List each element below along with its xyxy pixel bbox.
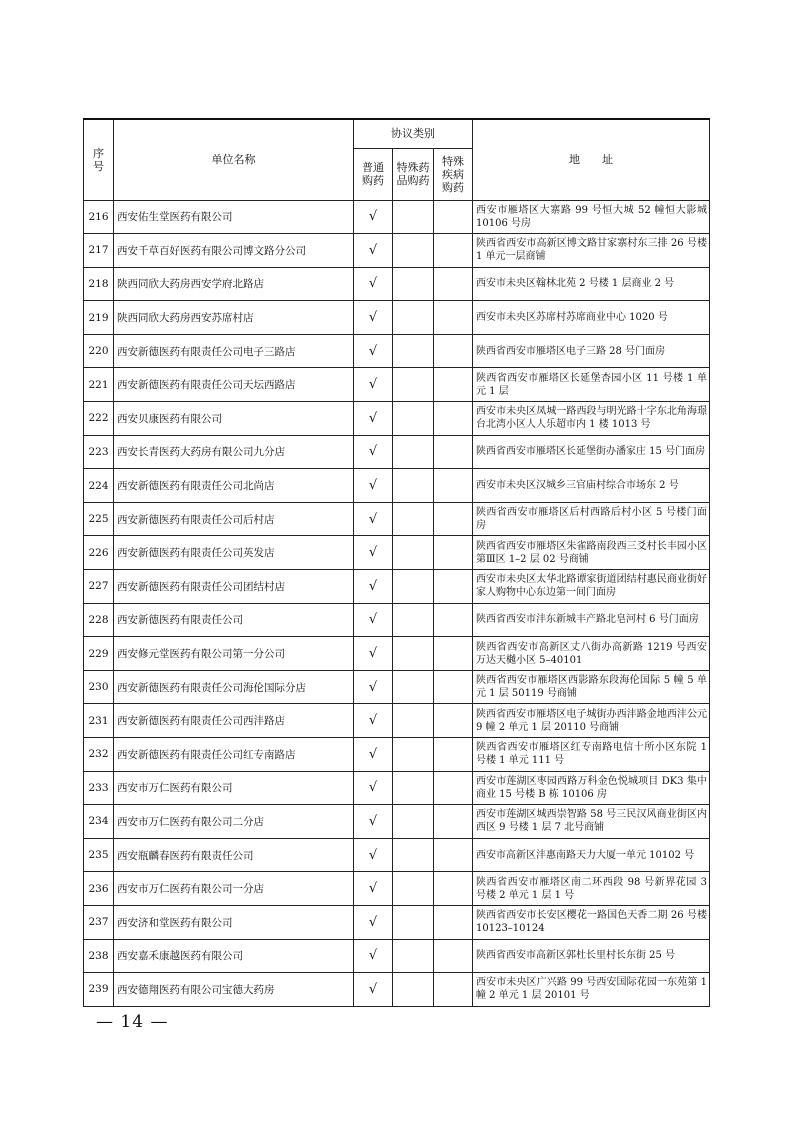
table-row xyxy=(84,771,710,805)
special-disease-check xyxy=(434,301,473,335)
special-disease-check xyxy=(434,368,473,402)
address: 陕西省西安市高新区郭杜长里村长东街 25 号 xyxy=(473,939,710,973)
special-drug-check xyxy=(393,469,434,503)
address: 陕西省西安市高新区博文路甘家寨村东三排 26 号楼 1 单元一层商铺 xyxy=(473,234,710,268)
address: 西安市未央区广兴路 99 号西安国际花园一东苑第 1 幢 2 单元 1 层 20101 号 xyxy=(473,973,710,1007)
unit-name: 西安新德医药有限责任公司 xyxy=(114,603,354,637)
header-name: 单位名称 xyxy=(114,119,354,200)
special-disease-check xyxy=(434,267,473,301)
special-drug-check xyxy=(393,301,434,335)
special-drug-check xyxy=(393,435,434,469)
unit-name: 西安新德医药有限责任公司北尚店 xyxy=(114,469,354,503)
row-number: 229 xyxy=(84,637,114,671)
special-drug-check xyxy=(393,267,434,301)
special-drug-check xyxy=(393,939,434,973)
special-drug-check xyxy=(393,704,434,738)
row-number: 223 xyxy=(84,435,114,469)
header-cat-special-drug: 特殊药品购药 xyxy=(393,148,434,200)
general-purchase-check: √ xyxy=(354,771,393,805)
table-row xyxy=(84,402,710,436)
table-row xyxy=(84,502,710,536)
special-disease-check xyxy=(434,200,473,234)
row-number: 234 xyxy=(84,805,114,839)
special-disease-check xyxy=(434,939,473,973)
table-row xyxy=(84,234,710,268)
row-number: 222 xyxy=(84,402,114,436)
general-purchase-check: √ xyxy=(354,637,393,671)
header-category: 协议类别 xyxy=(354,119,473,148)
address: 西安市高新区沣惠南路天力大厦一单元 10102 号 xyxy=(473,838,710,872)
table-row xyxy=(84,738,710,772)
table-row xyxy=(84,368,710,402)
unit-name: 西安嘉禾康越医药有限公司 xyxy=(114,939,354,973)
special-disease-check xyxy=(434,738,473,772)
special-disease-check xyxy=(434,234,473,268)
general-purchase-check: √ xyxy=(354,939,393,973)
general-purchase-check: √ xyxy=(354,838,393,872)
address: 西安市未央区汉城乡三官庙村综合市场东 2 号 xyxy=(473,469,710,503)
table-row xyxy=(84,603,710,637)
general-purchase-check: √ xyxy=(354,301,393,335)
table-row xyxy=(84,200,710,234)
special-drug-check xyxy=(393,603,434,637)
row-number: 238 xyxy=(84,939,114,973)
general-purchase-check: √ xyxy=(354,234,393,268)
unit-name: 西安市万仁医药有限公司二分店 xyxy=(114,805,354,839)
general-purchase-check: √ xyxy=(354,368,393,402)
special-drug-check xyxy=(393,536,434,570)
general-purchase-check: √ xyxy=(354,738,393,772)
unit-name: 西安长青医药大药房有限公司九分店 xyxy=(114,435,354,469)
unit-name: 西安新德医药有限责任公司团结村店 xyxy=(114,570,354,604)
general-purchase-check: √ xyxy=(354,872,393,906)
address: 陕西省西安市雁塔区西影路东段海伦国际 5 幢 5 单元 1 层 50119 号商铺 xyxy=(473,670,710,704)
row-number: 235 xyxy=(84,838,114,872)
unit-name: 西安市万仁医药有限公司一分店 xyxy=(114,872,354,906)
address: 陕西省西安市雁塔区电子三路 28 号门面房 xyxy=(473,334,710,368)
row-number: 217 xyxy=(84,234,114,268)
row-number: 216 xyxy=(84,200,114,234)
special-disease-check xyxy=(434,805,473,839)
special-drug-check xyxy=(393,805,434,839)
special-disease-check xyxy=(434,469,473,503)
table-row xyxy=(84,973,710,1007)
general-purchase-check: √ xyxy=(354,435,393,469)
header-address: 地 址 xyxy=(473,119,710,200)
unit-name: 西安新德医药有限责任公司后村店 xyxy=(114,502,354,536)
table-row xyxy=(84,637,710,671)
general-purchase-check: √ xyxy=(354,670,393,704)
special-disease-check xyxy=(434,502,473,536)
unit-name: 陕西同欣大药房西安苏席村店 xyxy=(114,301,354,335)
row-number: 225 xyxy=(84,502,114,536)
table-row xyxy=(84,805,710,839)
address: 陕西省西安市沣东新城丰产路北皂河村 6 号门面房 xyxy=(473,603,710,637)
special-drug-check xyxy=(393,905,434,939)
table-row xyxy=(84,536,710,570)
header-cat-special-disease: 特殊疾病购药 xyxy=(434,148,473,200)
special-drug-check xyxy=(393,334,434,368)
row-number: 231 xyxy=(84,704,114,738)
general-purchase-check: √ xyxy=(354,805,393,839)
pharmacy-table xyxy=(83,118,710,1007)
address: 陕西省西安市高新区丈八街办高新路 1219 号西安万达天樾小区 5–40101 xyxy=(473,637,710,671)
special-disease-check xyxy=(434,771,473,805)
unit-name: 西安新德医药有限责任公司西沣路店 xyxy=(114,704,354,738)
general-purchase-check: √ xyxy=(354,603,393,637)
special-drug-check xyxy=(393,637,434,671)
special-drug-check xyxy=(393,670,434,704)
special-disease-check xyxy=(434,872,473,906)
general-purchase-check: √ xyxy=(354,402,393,436)
special-disease-check xyxy=(434,973,473,1007)
unit-name: 西安新德医药有限责任公司电子三路店 xyxy=(114,334,354,368)
unit-name: 西安市万仁医药有限公司 xyxy=(114,771,354,805)
table-header xyxy=(84,119,710,200)
unit-name: 西安新德医药有限责任公司英发店 xyxy=(114,536,354,570)
special-drug-check xyxy=(393,234,434,268)
row-number: 224 xyxy=(84,469,114,503)
row-number: 226 xyxy=(84,536,114,570)
unit-name: 西安新德医药有限责任公司红专南路店 xyxy=(114,738,354,772)
unit-name: 西安新德医药有限责任公司海伦国际分店 xyxy=(114,670,354,704)
special-disease-check xyxy=(434,704,473,738)
row-number: 237 xyxy=(84,905,114,939)
address: 西安市雁塔区大寨路 99 号恒大城 52 幢恒大影城 10106 号房 xyxy=(473,200,710,234)
special-drug-check xyxy=(393,872,434,906)
special-disease-check xyxy=(434,334,473,368)
address: 陕西省西安市雁塔区南二环西段 98 号新界花园 3 号楼 2 单元 1 层 1 号 xyxy=(473,872,710,906)
address: 西安市未央区苏席村苏席商业中心 1020 号 xyxy=(473,301,710,335)
special-disease-check xyxy=(434,905,473,939)
unit-name: 西安新德医药有限责任公司天坛西路店 xyxy=(114,368,354,402)
special-disease-check xyxy=(434,603,473,637)
general-purchase-check: √ xyxy=(354,469,393,503)
unit-name: 西安瓶麟春医药有限责任公司 xyxy=(114,838,354,872)
special-disease-check xyxy=(434,838,473,872)
special-drug-check xyxy=(393,368,434,402)
table-row xyxy=(84,469,710,503)
row-number: 236 xyxy=(84,872,114,906)
address: 陕西省西安市雁塔区后村西路后村小区 5 号楼门面房 xyxy=(473,502,710,536)
special-drug-check xyxy=(393,570,434,604)
special-drug-check xyxy=(393,771,434,805)
special-disease-check xyxy=(434,670,473,704)
general-purchase-check: √ xyxy=(354,200,393,234)
address: 陕西省西安市雁塔区朱雀路南段西三爻村长丰园小区第Ⅲ区 1–2 层 02 号商铺 xyxy=(473,536,710,570)
table-body xyxy=(84,200,710,1006)
row-number: 233 xyxy=(84,771,114,805)
table-row xyxy=(84,435,710,469)
special-drug-check xyxy=(393,402,434,436)
header-cat-general: 普通购药 xyxy=(354,148,393,200)
table-row xyxy=(84,301,710,335)
row-number: 228 xyxy=(84,603,114,637)
row-number: 230 xyxy=(84,670,114,704)
special-drug-check xyxy=(393,502,434,536)
row-number: 221 xyxy=(84,368,114,402)
special-drug-check xyxy=(393,838,434,872)
general-purchase-check: √ xyxy=(354,502,393,536)
special-disease-check xyxy=(434,435,473,469)
special-drug-check xyxy=(393,200,434,234)
special-disease-check xyxy=(434,536,473,570)
address: 陕西省西安市长安区樱花一路国色天香二期 26 号楼 10123–10124 xyxy=(473,905,710,939)
table-row xyxy=(84,704,710,738)
address: 西安市未央区凤城一路西段与明光路十字东北角海璟台北湾小区人人乐超市内 1 楼 1013 号 xyxy=(473,402,710,436)
address: 西安市未央区翰林北苑 2 号楼 1 层商业 2 号 xyxy=(473,267,710,301)
address: 陕西省西安市雁塔区长延堡杏园小区 11 号楼 1 单元 1 层 xyxy=(473,368,710,402)
row-number: 232 xyxy=(84,738,114,772)
address: 陕西省西安市雁塔区电子城街办西沣路金地西沣公元 9 幢 2 单元 1 层 20110 号商铺 xyxy=(473,704,710,738)
row-number: 219 xyxy=(84,301,114,335)
general-purchase-check: √ xyxy=(354,905,393,939)
table-row xyxy=(84,939,710,973)
unit-name: 西安佑生堂医药有限公司 xyxy=(114,200,354,234)
general-purchase-check: √ xyxy=(354,570,393,604)
unit-name: 西安德翔医药有限公司宝德大药房 xyxy=(114,973,354,1007)
address: 西安市莲湖区城西崇智路 58 号三民汉风商业街区内西区 9 号楼 1 层 7 北号商铺 xyxy=(473,805,710,839)
general-purchase-check: √ xyxy=(354,704,393,738)
address: 陕西省西安市雁塔区长延堡街办潘家庄 15 号门面房 xyxy=(473,435,710,469)
general-purchase-check: √ xyxy=(354,334,393,368)
table-row xyxy=(84,872,710,906)
general-purchase-check: √ xyxy=(354,536,393,570)
header-no: 序号 xyxy=(84,119,114,200)
unit-name: 西安千草百好医药有限公司博文路分公司 xyxy=(114,234,354,268)
unit-name: 西安贝康医药有限公司 xyxy=(114,402,354,436)
special-drug-check xyxy=(393,738,434,772)
special-disease-check xyxy=(434,402,473,436)
address: 西安市未央区太华北路谭家街道团结村惠民商业街好家人购物中心东边第一间门面房 xyxy=(473,570,710,604)
table-row xyxy=(84,334,710,368)
unit-name: 西安济和堂医药有限公司 xyxy=(114,905,354,939)
table-row xyxy=(84,267,710,301)
row-number: 239 xyxy=(84,973,114,1007)
special-disease-check xyxy=(434,570,473,604)
special-drug-check xyxy=(393,973,434,1007)
unit-name: 陕西同欣大药房西安学府北路店 xyxy=(114,267,354,301)
address: 陕西省西安市雁塔区红专南路电信十所小区东院 1 号楼 1 单元 111 号 xyxy=(473,738,710,772)
page-number: — 14 — xyxy=(96,1012,169,1032)
general-purchase-check: √ xyxy=(354,973,393,1007)
row-number: 220 xyxy=(84,334,114,368)
row-number: 218 xyxy=(84,267,114,301)
address: 西安市莲湖区枣园西路万科金色悦城项目 DK3 集中商业 15 号楼 B 栋 10106 房 xyxy=(473,771,710,805)
unit-name: 西安修元堂医药有限公司第一分公司 xyxy=(114,637,354,671)
special-disease-check xyxy=(434,637,473,671)
table-row xyxy=(84,670,710,704)
table-row xyxy=(84,570,710,604)
row-number: 227 xyxy=(84,570,114,604)
table-row xyxy=(84,838,710,872)
general-purchase-check: √ xyxy=(354,267,393,301)
table-row xyxy=(84,905,710,939)
